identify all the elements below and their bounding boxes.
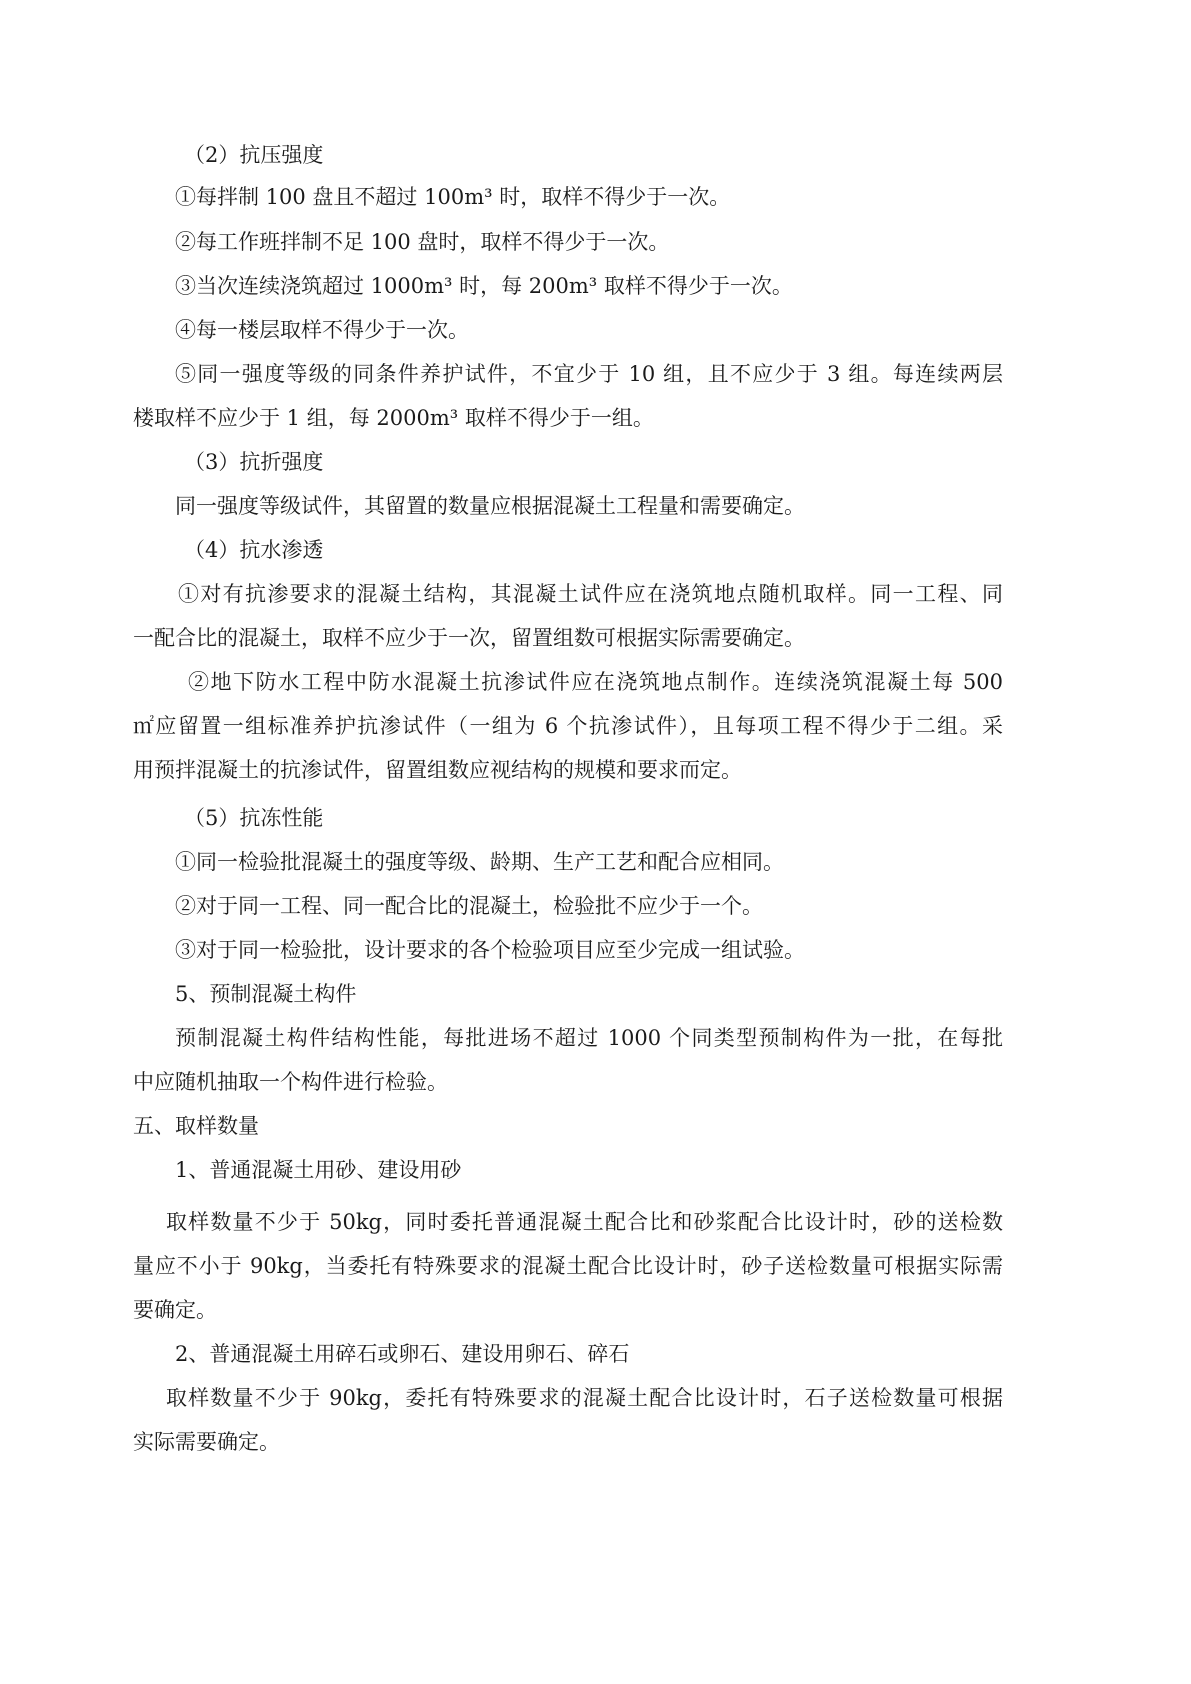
heading-water-permeability: （4）抗水渗透: [184, 538, 324, 562]
paragraph-line: 一配合比的混凝土，取样不应少于一次，留置组数可根据实际需要确定。: [133, 626, 805, 650]
paragraph-line: 要确定。: [133, 1298, 217, 1322]
paragraph-line: ①每拌制 100 盘且不超过 100m³ 时，取样不得少于一次。: [175, 185, 731, 209]
paragraph-line: 预制混凝土构件结构性能，每批进场不超过 1000 个同类型预制构件为一批，在每批: [175, 1026, 1003, 1050]
subheading-sand: 1、普通混凝土用砂、建设用砂: [175, 1158, 462, 1182]
paragraph-line: ②对于同一工程、同一配合比的混凝土，检验批不应少于一个。: [175, 894, 763, 918]
paragraph-line: ③当次连续浇筑超过 1000m³ 时，每 200m³ 取样不得少于一次。: [175, 274, 793, 298]
heading-flexural-strength: （3）抗折强度: [184, 450, 324, 474]
heading-compressive-strength: （2）抗压强度: [184, 143, 324, 167]
paragraph-line: 取样数量不少于 90kg，委托有特殊要求的混凝土配合比设计时，石子送检数量可根据: [166, 1386, 1003, 1410]
paragraph-line: 用预拌混凝土的抗渗试件，留置组数应视结构的规模和要求而定。: [133, 758, 742, 782]
paragraph-line: ㎡应留置一组标准养护抗渗试件（一组为 6 个抗渗试件），且每项工程不得少于二组。采: [133, 714, 1003, 738]
paragraph-line: ①同一检验批混凝土的强度等级、龄期、生产工艺和配合应相同。: [175, 850, 784, 874]
paragraph-line: 量应不小于 90kg，当委托有特殊要求的混凝土配合比设计时，砂子送检数量可根据实际需: [133, 1254, 1003, 1278]
paragraph-line: 同一强度等级试件，其留置的数量应根据混凝土工程量和需要确定。: [175, 494, 805, 518]
section-heading-sampling-quantity: 五、取样数量: [133, 1114, 259, 1138]
heading-frost-resistance: （5）抗冻性能: [184, 806, 324, 830]
paragraph-line: ④每一楼层取样不得少于一次。: [175, 318, 469, 342]
paragraph-line: ②地下防水工程中防水混凝土抗渗试件应在浇筑地点制作。连续浇筑混凝土每 500: [188, 670, 1003, 694]
paragraph-line: 实际需要确定。: [133, 1430, 280, 1454]
paragraph-line: 中应随机抽取一个构件进行检验。: [133, 1070, 448, 1094]
paragraph-line: 取样数量不少于 50kg，同时委托普通混凝土配合比和砂浆配合比设计时，砂的送检数: [166, 1210, 1003, 1234]
subheading-gravel: 2、普通混凝土用碎石或卵石、建设用卵石、碎石: [175, 1342, 630, 1366]
paragraph-line: ⑤同一强度等级的同条件养护试件，不宜少于 10 组，且不应少于 3 组。每连续两层: [175, 362, 1003, 386]
heading-precast-concrete: 5、预制混凝土构件: [175, 982, 357, 1006]
paragraph-line: ②每工作班拌制不足 100 盘时，取样不得少于一次。: [175, 230, 670, 254]
paragraph-line: ③对于同一检验批，设计要求的各个检验项目应至少完成一组试验。: [175, 938, 805, 962]
paragraph-line: ①对有抗渗要求的混凝土结构，其混凝土试件应在浇筑地点随机取样。同一工程、同: [178, 582, 1003, 606]
paragraph-line: 楼取样不应少于 1 组，每 2000m³ 取样不得少于一组。: [133, 406, 654, 430]
